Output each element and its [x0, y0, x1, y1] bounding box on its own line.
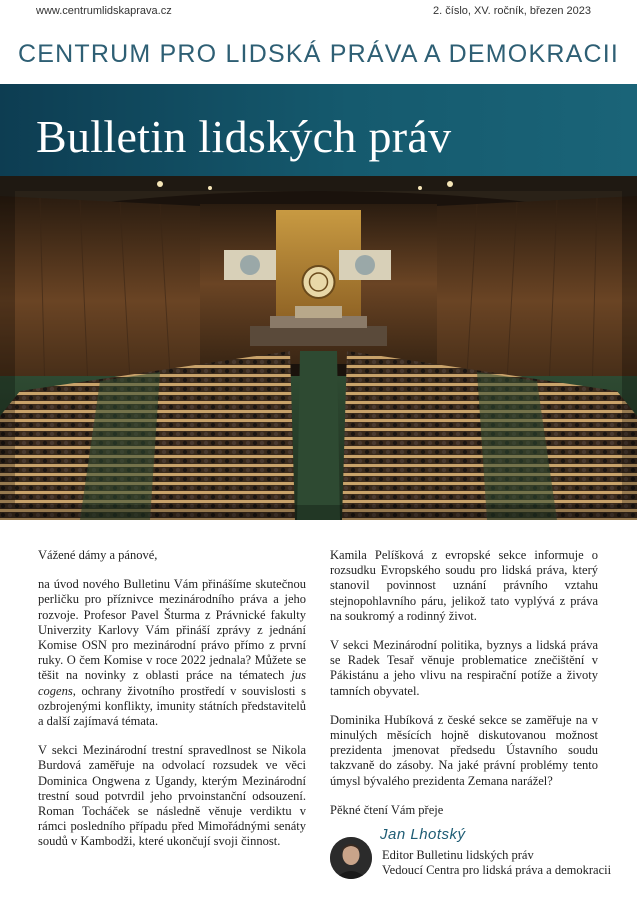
website-url[interactable]: www.centrumlidskaprava.cz [36, 5, 172, 17]
paragraph-european-section: Kamila Pelíšková z evropské sekce informuje o rozsudku Evropského soudu pro lidská práva, který stanovil povinnost uznání právního vztahu stejnopohlavního páru, jelikož tato vyplývá z práva na soukromý a rodinný život. [330, 548, 598, 623]
paragraph-politics-business: V sekci Mezinárodní politika, byznys a lidská práva se Radek Tesař věnuje problematice znečištění v Pákistánu a jeho vlivu na respirační potíže a životy tamních obyvatel. [330, 638, 598, 698]
letter-column-left [38, 548, 306, 864]
issue-info: 2. číslo, XV. ročník, březen 2023 [433, 5, 591, 17]
top-bar [0, 0, 637, 24]
closing-line: Pěkné čtení Vám přeje [330, 802, 444, 817]
bulletin-title: Bulletin lidských práv [36, 111, 452, 162]
letter-column-right [330, 548, 598, 832]
portrait-icon [330, 837, 372, 879]
signature-name: Jan Lhotský [380, 826, 466, 843]
greeting: Vážené dámy a pánové, [38, 548, 158, 562]
paragraph-intro [38, 577, 306, 729]
paragraph-czech-section: Dominika Hubíková z české sekce se zaměřuje na v minulých měsících hojně diskutovanou možnost prezidenta jmenovat předsedu Ústavního soudu takzvaně do zásoby. Na jaké právní problémy tento úmysl bývalého prezidenta Zemana narážel? [330, 712, 598, 788]
organization-name: CENTRUM PRO LIDSKÁ PRÁVA A DEMOKRACII [17, 40, 619, 68]
avatar [330, 837, 372, 879]
intro-text-a: na úvod nového Bulletinu Vám přinášíme skutečnou perličku pro příznivce mezinárodního práva a jeho rozvoje. Profesor Pavel Šturma z Právnické fakulty Univerzity Karlovy Vám přináší zprávy z jednání Komise OSN pro mezinárodní právo přímo z první ruky. O čem Komise v roce 2022 jednala? Můžete se těšit na novinky z oblasti práce na tématech [38, 577, 306, 683]
intro-text-b: , ochrany životního prostředí v souvislosti s ozbrojenými konflikty, imunity státních představitelů a další zajímavá témata. [38, 683, 306, 729]
signature-role-head: Vedoucí Centra pro lidská práva a demokracii [382, 863, 612, 877]
paragraph-criminal-justice: V sekci Mezinárodní trestní spravedlnost se Nikola Burdová zaměřuje na odvolací rozsudek ve věci Dominica Ongwena z Ugandy, kterým Mezinárodní trestní soud potvrdil jeho prvoinstanční odsouzení. Roman Tocháček se následně věnuje verdiktu v rámci posledního případu před Mimořádnými senáty soudů v Kambodži, které ukončují svoji činnost. [38, 743, 306, 849]
signature-role-editor: Editor Bulletinu lidských práv [382, 848, 534, 862]
un-general-assembly-photo [0, 176, 637, 520]
intro-text-italic: jus cogens [38, 668, 306, 698]
